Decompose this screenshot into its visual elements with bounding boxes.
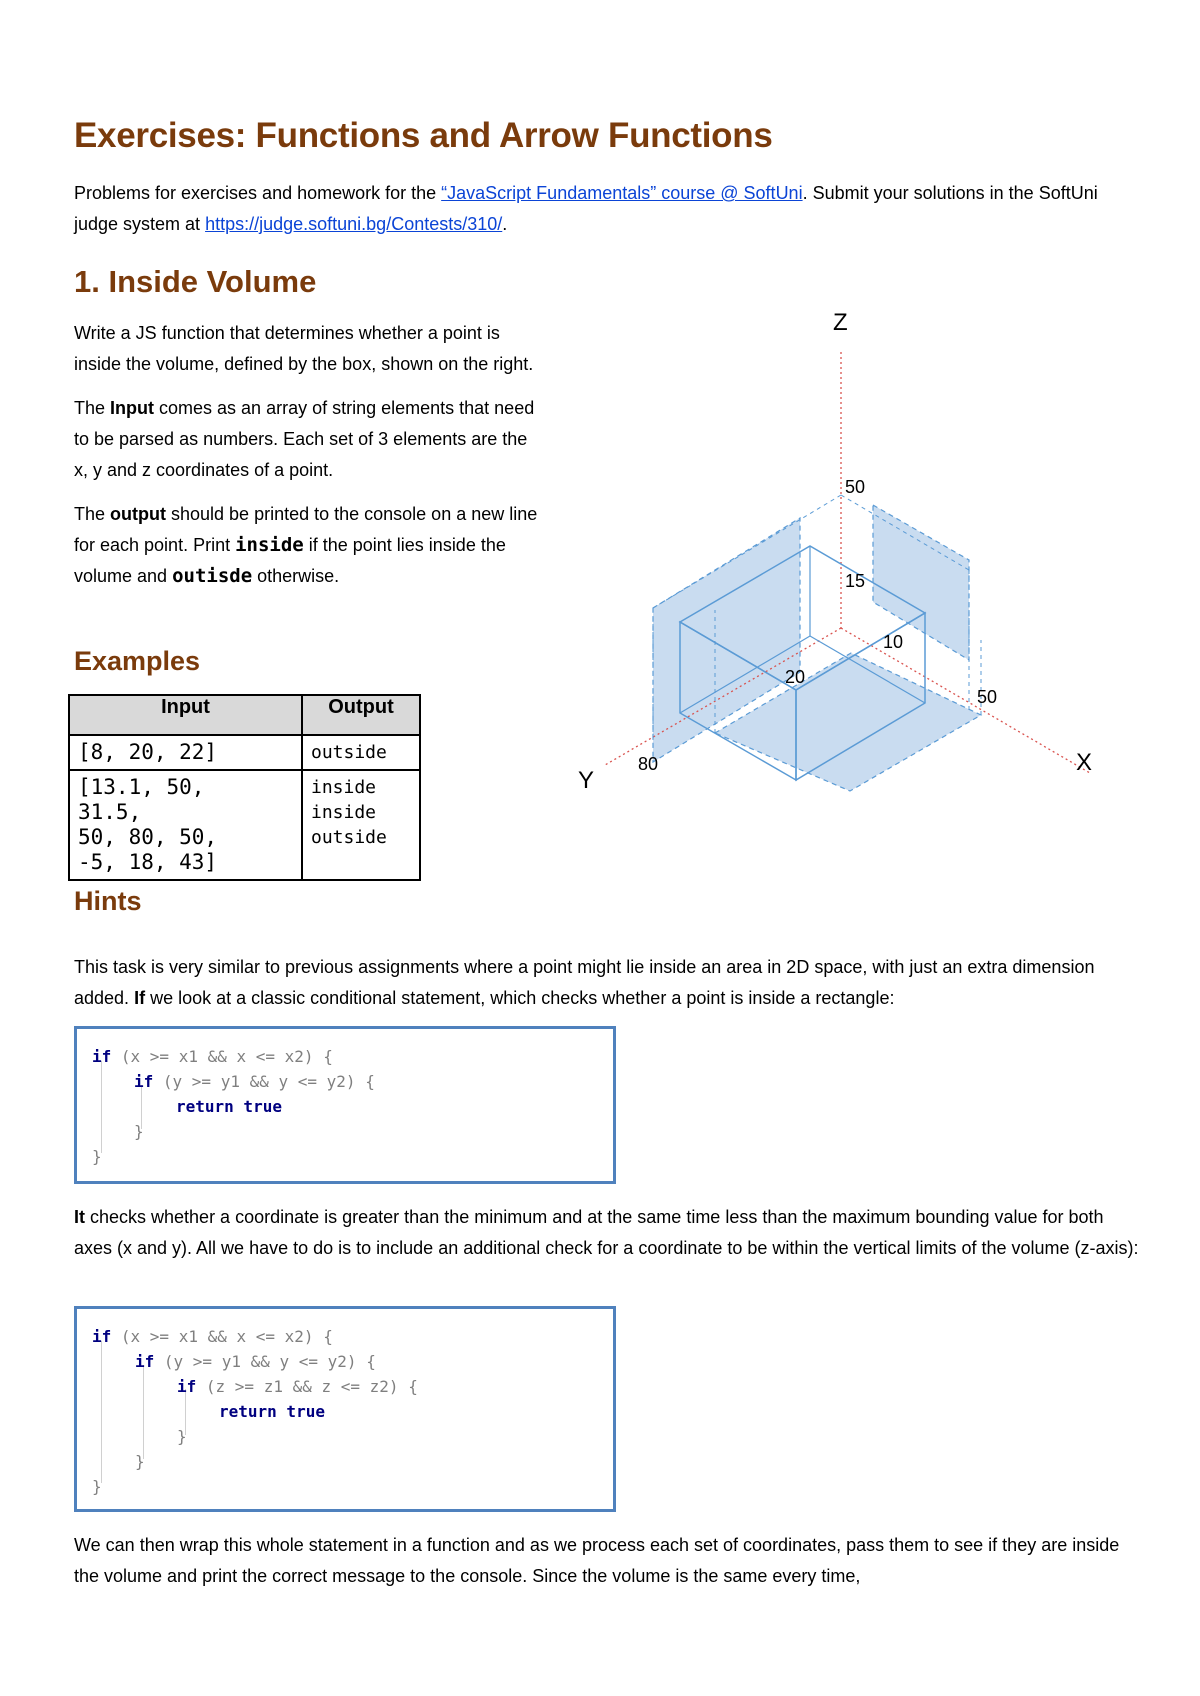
input-paragraph: The Input comes as an array of string elements that need to be parsed as numbers. Each set of 3 elements are the x, y and z coordinates of a point. [74, 398, 535, 480]
problem-heading: 1. Inside Volume [74, 264, 317, 299]
code-line: } [135, 1452, 145, 1471]
output-cell: inside inside outside [302, 770, 420, 880]
volume-diagram [560, 310, 1120, 830]
dimension-label: 50 [977, 687, 998, 707]
code-line: return true [219, 1402, 325, 1421]
code-line: if (y >= y1 && y <= y2) { [135, 1352, 376, 1371]
input-cell: [13.1, 50, 31.5, 50, 80, 50, -5, 18, 43] [69, 770, 302, 880]
code-line: } [92, 1147, 102, 1166]
dimension-label: 50 [845, 477, 866, 497]
table-header-output: Output [302, 695, 420, 735]
dimension-label: 15 [845, 571, 866, 591]
dimension-label: 80 [638, 754, 659, 774]
dimension-label: 10 [883, 632, 904, 652]
table-row [69, 770, 420, 880]
examples-heading: Examples [74, 646, 201, 676]
description-paragraph: Write a JS function that determines whether a point is inside the volume, defined by the box, shown on the right. [74, 323, 534, 374]
output-paragraph: The output should be printed to the console on a new line for each point. Print inside if the point lies inside the volume and outisde otherwise. [74, 504, 538, 587]
code-line: if (z >= z1 && z <= z2) { [177, 1377, 418, 1396]
hint-paragraph-1: This task is very similar to previous assignments where a point might lie inside an area in 2D space, with just an extra dimension added. If we look at a classic conditional statement, which checks whether a point is inside a rectangle: [74, 957, 1095, 1008]
intro-paragraph: Problems for exercises and homework for the “JavaScript Fundamentals” course @ SoftUni. Submit your solutions in the SoftUni judge system at https://judge.softuni.bg/Contests/310/. [74, 183, 1098, 234]
dimension-label: 20 [785, 667, 806, 687]
code-block-volume [74, 1306, 616, 1512]
axis-label-y: Y [578, 767, 595, 794]
table-row [69, 735, 420, 770]
course-link[interactable]: “JavaScript Fundamentals” course @ SoftUni [441, 183, 803, 203]
axis-label-z: Z [833, 310, 848, 336]
axis-label-x: X [1076, 749, 1093, 776]
hints-heading: Hints [74, 886, 142, 916]
output-cell: outside [302, 735, 420, 770]
code-line: return true [176, 1097, 282, 1116]
code-line: if (y >= y1 && y <= y2) { [134, 1072, 375, 1091]
hint-paragraph-3: We can then wrap this whole statement in a function and as we process each set of coordinates, pass them to see if they are inside the volume and print the correct message to the console. Since the volume is the same every time, [74, 1535, 1120, 1586]
code-line: } [177, 1427, 187, 1446]
examples-table [68, 694, 421, 881]
problem-description [74, 318, 544, 605]
code-block-rectangle [74, 1026, 616, 1184]
document-title: Exercises: Functions and Arrow Functions [74, 116, 773, 155]
hint-paragraph-2: It checks whether a coordinate is greater than the minimum and at the same time less than the maximum bounding value for both axes (x and y). All we have to do is to include an additional check for a coordinate to be within the vertical limits of the volume (z-axis): [74, 1207, 1139, 1258]
judge-link[interactable]: https://judge.softuni.bg/Contests/310/ [205, 214, 503, 234]
code-line: if (x >= x1 && x <= x2) { [92, 1047, 333, 1066]
code-line: } [92, 1477, 102, 1496]
code-line: if (x >= x1 && x <= x2) { [92, 1327, 333, 1346]
code-line: } [134, 1122, 144, 1141]
input-cell: [8, 20, 22] [69, 735, 302, 770]
table-header-input: Input [69, 695, 302, 735]
